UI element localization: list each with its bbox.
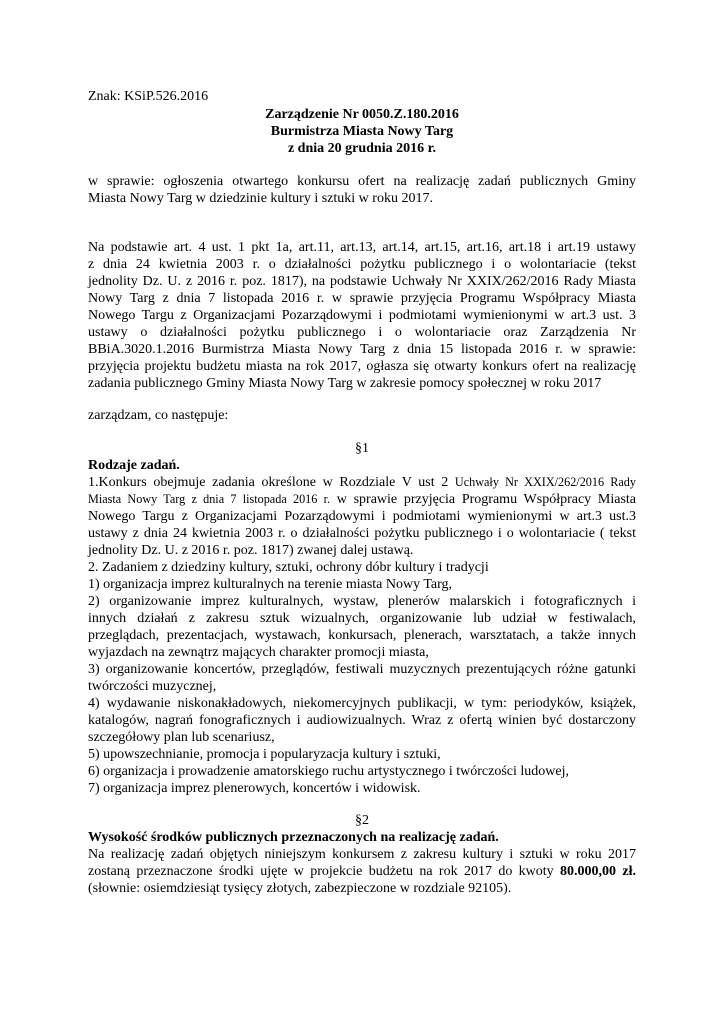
enacting-clause: zarządzam, co następuje: (88, 408, 229, 423)
ordinance-issuer: Burmistrza Miasta Nowy Targ (270, 124, 454, 139)
section-1-line: katalogów, nagrań fonograficznych i audiowizualnych. Wraz z ofertą winien być dostarczony (88, 713, 636, 728)
preamble-line: Nowy Targ z dnia 7 listopada 2016 r. w sprawie przyjęcia Programu Współpracy Miasta (88, 291, 636, 306)
section-2-line: Na realizację zadań objętych niniejszym konkursem z zakresu kultury i sztuki w roku 2017 (88, 847, 636, 862)
text-run: w sprawie przyjęcia Programu Współpracy Miasta (330, 492, 636, 507)
section-1-line: szczegółowy plan lub scenariusz, (88, 730, 275, 745)
text-run-small: Uchwały Nr XXIX/262/2016 Rady (454, 475, 636, 489)
section-1-line: 5) upowszechnianie, promocja i popularyzacja kultury i sztuki, (88, 747, 441, 762)
section-2-heading: Wysokość środków publicznych przeznaczonych na realizację zadań. (88, 830, 499, 845)
preamble-line: Na podstawie art. 4 ust. 1 pkt 1a, art.11, art.13, art.14, art.15, art.16, art.18 i art.19 ustawy (88, 240, 636, 255)
section-1-line (88, 474, 636, 491)
preamble-line: z dnia 24 kwietnia 2003 r. o działalności pożytku publicznego i o wolontariacie (tekst (88, 257, 636, 272)
text-run: 1.Konkurs obejmuje zadania określone w Rozdziale V ust 2 (88, 475, 455, 490)
section-1-line: jednolity Dz. U. z 2016 r. poz. 1817) zwanej dalej ustawą. (88, 543, 414, 558)
document-reference: Znak: KSiP.526.2016 (88, 89, 209, 104)
section-2-line (88, 863, 636, 880)
section-1-line: wyjazdach na zewnątrz mających charakter promocji miasta, (88, 645, 429, 660)
preamble-line: Nowego Targu z Organizacjami Pozarządowymi i podmiotami wymienionymi w art.3 ust. 3 (88, 308, 636, 323)
preamble-line: jednolity Dz. U. z 2016 r. poz. 1817), na podstawie Uchwały Nr XXIX/262/2016 Rady Miasta (88, 274, 636, 289)
text-run-small: Miasta Nowy Targ z dnia 7 listopada 2016 r. (88, 492, 331, 506)
section-1-mark: §1 (355, 441, 369, 456)
section-1-heading: Rodzaje zadań. (88, 458, 180, 473)
ordinance-title: Zarządzenie Nr 0050.Z.180.2016 (265, 107, 459, 122)
subject-line: Miasta Nowy Targ w dziedzinie kultury i sztuki w roku 2017. (88, 191, 433, 206)
section-1-line: ustawy z dnia 24 kwietnia 2003 r. o działalności pożytku publicznego i o wolontariacie ( tekst (88, 526, 636, 541)
section-1-line: 4) wydawanie niskonakładowych, niekomercyjnych publikacji, w tym: periodyków, książek, (88, 696, 636, 711)
section-1-line: 2) organizowanie imprez kulturalnych, wystaw, plenerów malarskich i fotograficznych i (88, 594, 636, 609)
section-1-line: 6) organizacja i prowadzenie amatorskiego ruchu artystycznego i twórczości ludowej, (88, 764, 570, 779)
preamble-line: przyjęcia projektu budżetu miasta na rok 2017, ogłasza się otwarty konkurs ofert na realizację (88, 359, 636, 374)
preamble-line: zadania publicznego Gminy Miasta Nowy Targ w zakresie pomocy społecznej w roku 2017 (88, 376, 602, 391)
preamble-line: BBiA.3020.1.2016 Burmistrza Miasta Nowy Targ z dnia 15 listopada 2016 r. w sprawie: (88, 342, 636, 357)
section-1-line: przeglądach, prezentacjach, wystawach, konkursach, plenerach, warsztatach, a także innych (88, 628, 636, 643)
section-1-line: 3) organizowanie koncertów, przeglądów, festiwali muzycznych prezentujących różne gatunki (88, 662, 636, 677)
section-1-line: 7) organizacja imprez plenerowych, koncertów i widowisk. (88, 781, 421, 796)
section-1-line: 1) organizacja imprez kulturalnych na terenie miasta Nowy Targ, (88, 577, 453, 592)
subject-line: w sprawie: ogłoszenia otwartego konkursu ofert na realizację zadań publicznych Gminy (88, 174, 636, 189)
section-2-mark: §2 (355, 813, 369, 828)
text-run: zostaną przeznaczone środki ujęte w projekcie budżetu na rok 2017 do kwoty (88, 864, 561, 879)
preamble-line: ustawy o działalności pożytku publicznego i o wolontariacie oraz Zarządzenia Nr (88, 325, 636, 340)
section-1-line: innych działań z zakresu sztuk wizualnych, organizowanie lub udział w festiwalach, (88, 611, 636, 626)
section-1-line: 2. Zadaniem z dziedziny kultury, sztuki, ochrony dóbr kultury i tradycji (88, 560, 489, 575)
section-1-line (88, 491, 636, 508)
ordinance-date: z dnia 20 grudnia 2016 r. (287, 141, 437, 156)
section-1-line: Nowego Targu z Organizacjami Pozarządowymi i podmiotami wymienionymi w art.3 ust.3 (88, 509, 636, 524)
section-1-line: twórczości muzycznej, (88, 679, 217, 694)
section-2-line: (słownie: osiemdziesiąt tysięcy złotych, zabezpieczone w rozdziale 92105). (88, 881, 512, 896)
amount-value: 80.000,00 zł. (560, 864, 636, 879)
